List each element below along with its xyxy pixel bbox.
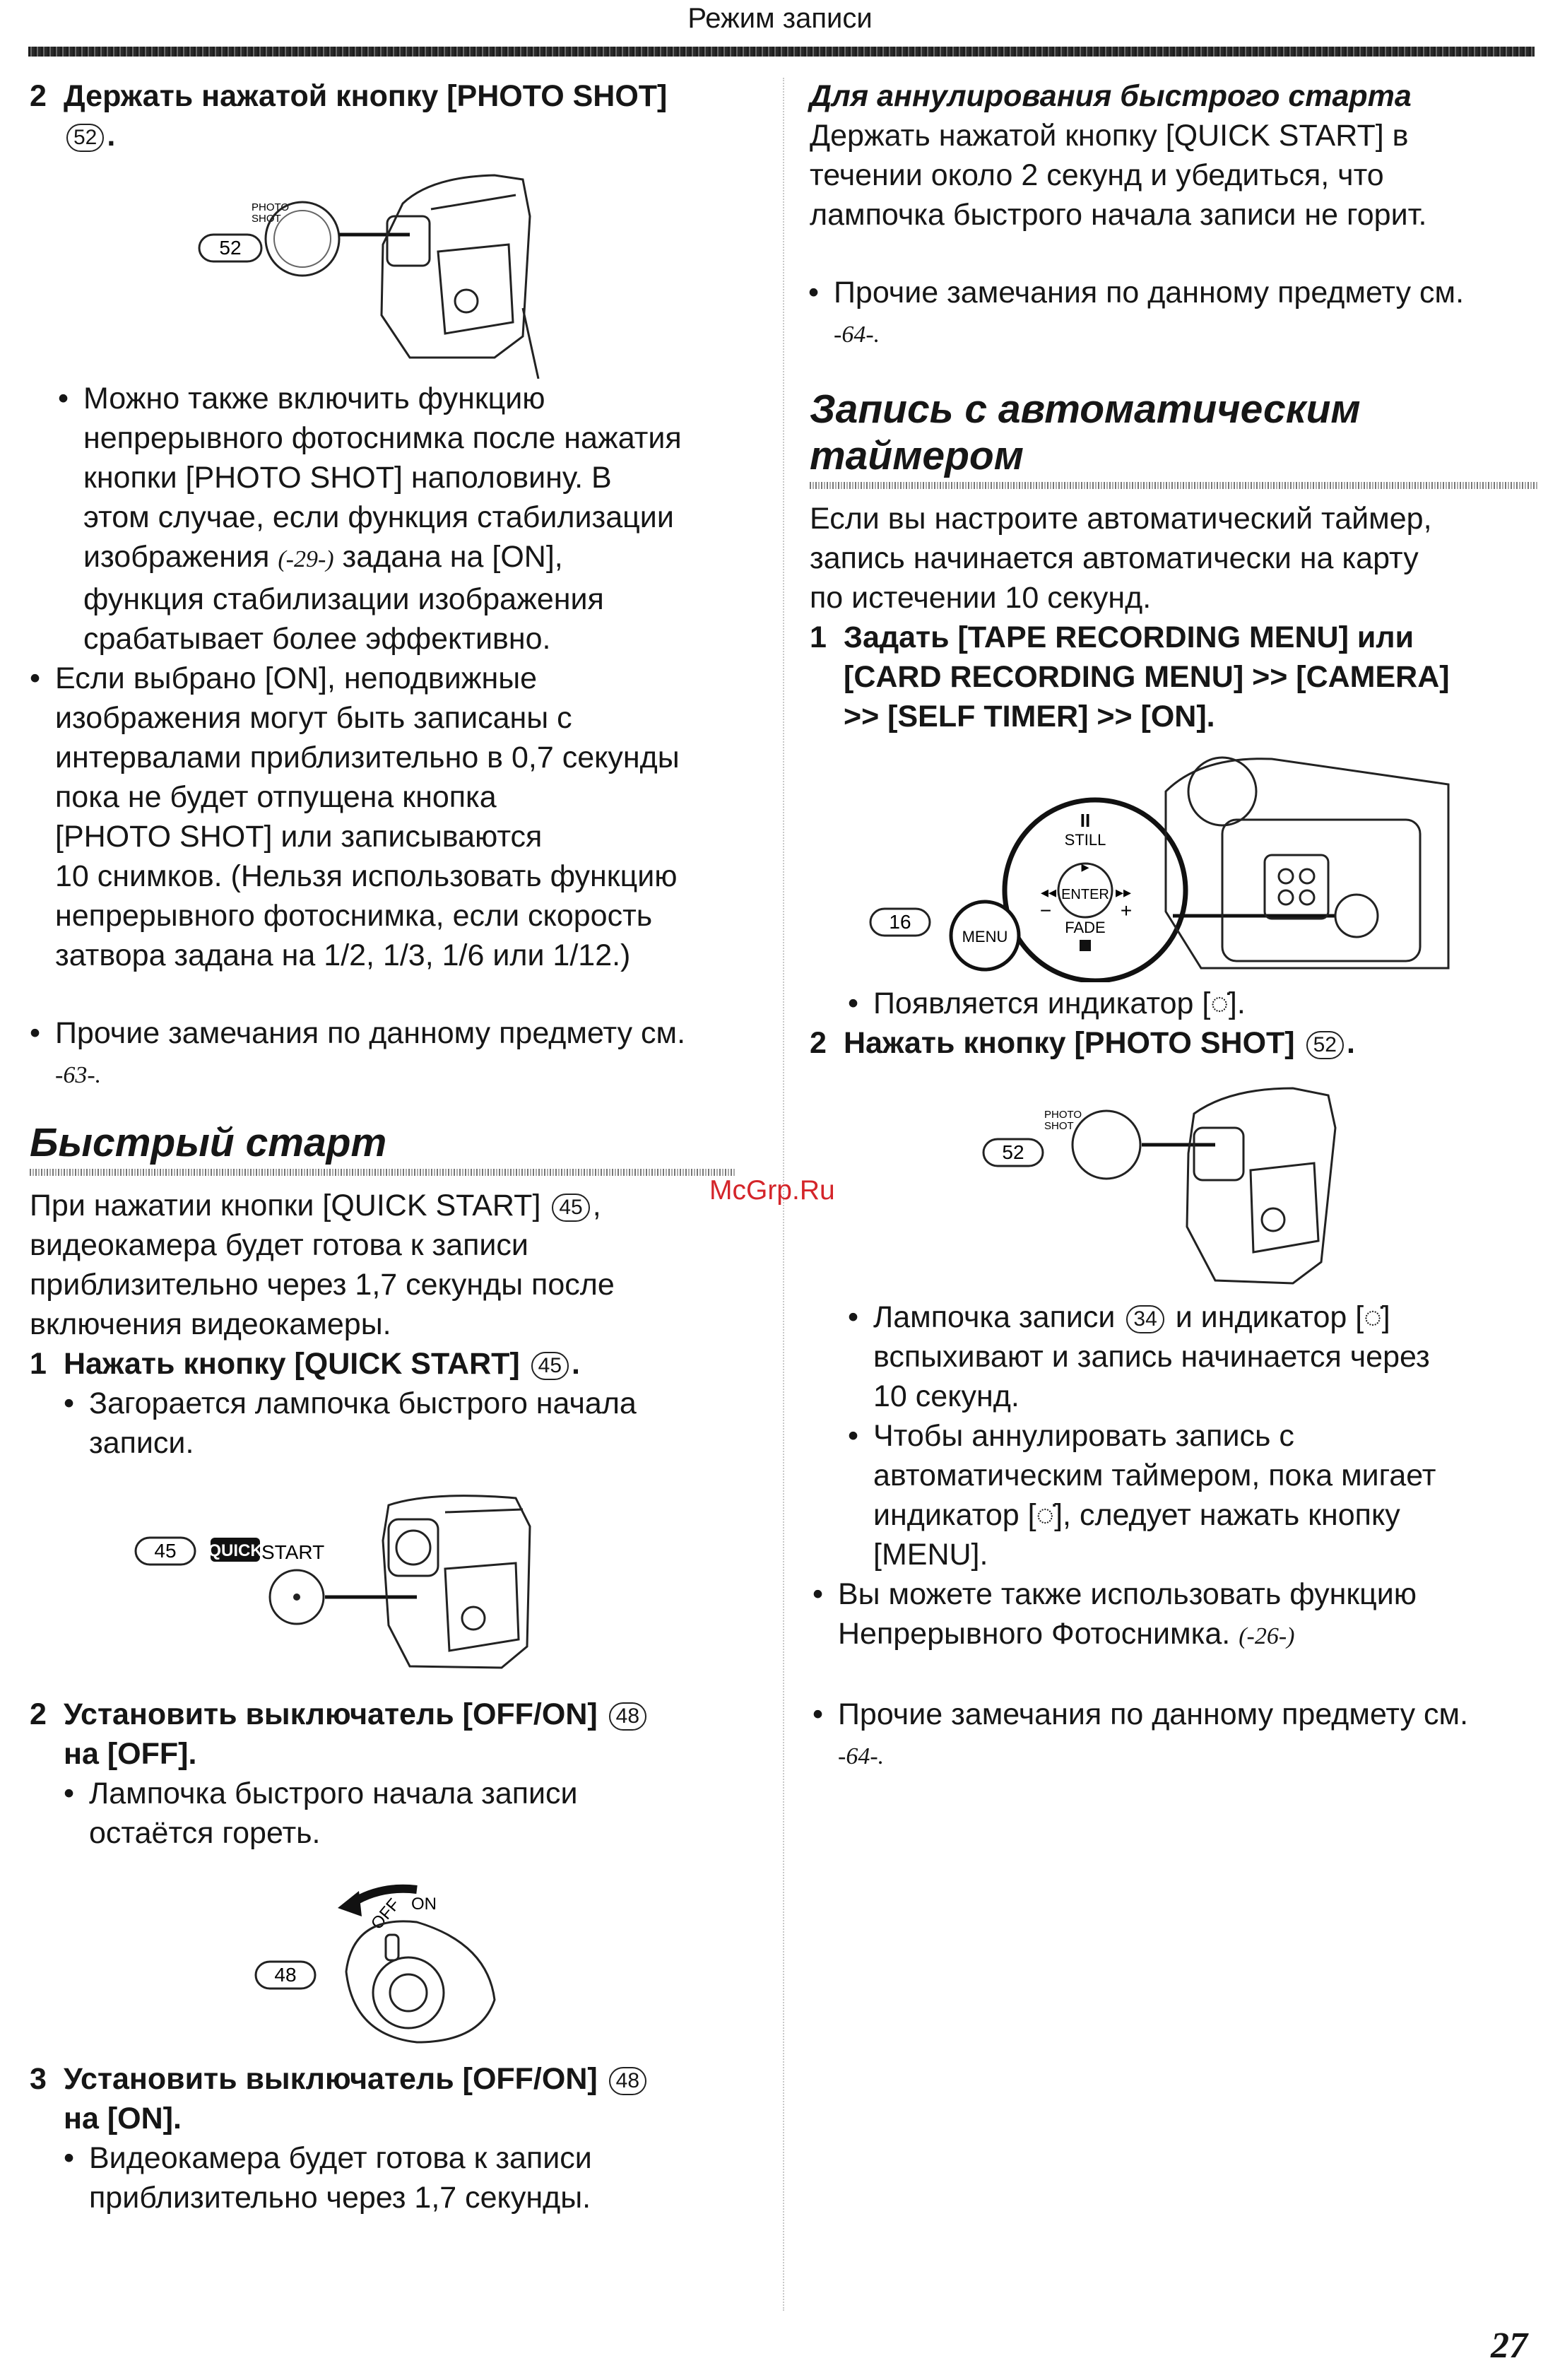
quick-start-step-1: 1 Нажать кнопку [QUICK START] 45 .	[30, 1347, 580, 1381]
photo-shot-button-icon	[1072, 1111, 1140, 1179]
note-see-page-64-2: • Прочие замечания по данному предмету см. -64-.	[812, 1697, 1469, 1769]
photo-shot-camera-illustration-2	[982, 1085, 1349, 1290]
menu-label: MENU	[962, 928, 1008, 945]
photo-label: PHOTO	[252, 201, 290, 213]
page-reference: -64-.	[838, 1743, 885, 1769]
on-label: ON	[411, 1895, 437, 1914]
illustration-badge: 16	[889, 911, 911, 933]
reference-badge: 34	[1126, 1305, 1164, 1333]
self-timer-section	[810, 386, 1544, 736]
header-divider	[28, 47, 1535, 57]
svg-text:▸▸: ▸▸	[1115, 883, 1132, 901]
section-title-self-timer: Запись с автоматическим таймером	[810, 387, 1361, 478]
watermark: McGrp.Ru	[709, 1175, 835, 1206]
self-timer-step-1-bullet-block	[810, 984, 1544, 1063]
shot-label: SHOT	[1044, 1120, 1074, 1132]
self-timer-step-2: 2 Нажать кнопку [PHOTO SHOT] 52 .	[810, 1026, 1355, 1060]
illustration-badge: 45	[154, 1540, 177, 1562]
bullet-continuous-photo: • Можно также включить функцию непрерывного фотоснимка после нажатия кнопки [PHOTO SHOT] наполовину. В этом случае, если функция стабилизации изображения (-29-) задана на [ON], функция стабилизации изображения срабатывает более эффективно.	[58, 382, 682, 656]
start-label: START	[261, 1541, 325, 1563]
page-reference: (-26-)	[1239, 1623, 1295, 1649]
self-timer-icon: ◌̇	[1364, 1300, 1382, 1334]
right-column	[810, 76, 1544, 736]
illustration-badge: 52	[219, 237, 242, 259]
svg-text:▸: ▸	[1081, 858, 1089, 876]
left-bullets	[30, 379, 757, 1463]
fade-label: FADE	[1065, 919, 1106, 936]
quick-start-step-3: 3 Установить выключатель [OFF/ON] 48 на [ON].	[30, 2059, 757, 2138]
camcorder-icon	[1166, 758, 1448, 968]
off-label: OFF	[367, 1895, 404, 1933]
quick-start-step-3-block	[30, 2059, 757, 2217]
continuous-photo-bullet: • Вы можете также использовать функцию Непрерывного Фотоснимка. (-26-)	[812, 1577, 1417, 1651]
reference-badge: 45	[531, 1352, 569, 1380]
reference-badge: 52	[1306, 1031, 1344, 1059]
self-timer-icon: ◌̇	[1036, 1498, 1055, 1532]
minus-label: −	[1039, 900, 1052, 921]
self-timer-step-1: 1 Задать [TAPE RECORDING MENU] или [CARD RECORDING MENU] >> [CAMERA] >> [SELF TIMER] >> [ON].	[810, 620, 1450, 734]
still-label: STILL	[1064, 831, 1106, 849]
quick-start-intro: При нажатии кнопки [QUICK START] 45 , видеокамера будет готова к записи приблизительно через 1,7 секунды после включения видеокамеры.	[30, 1189, 615, 1341]
illustration-badge: 48	[274, 1964, 297, 1986]
note-see-page-63: • Прочие замечания по данному предмету см. -63-.	[30, 1016, 686, 1088]
step-number: 2	[30, 79, 47, 113]
cancel-self-timer-bullet: • Чтобы аннулировать запись с автоматическим таймером, пока мигает индикатор [◌̇], следует нажать кнопку [MENU].	[848, 1419, 1436, 1572]
step-2-photo-shot	[30, 76, 757, 155]
quick-start-section	[30, 1119, 757, 1463]
quick-start-step-2-block	[30, 1695, 757, 1853]
reference-badge: 52	[66, 124, 104, 152]
recording-lamp-bullet: • Лампочка записи 34 и индикатор [◌̇] вспыхивают и запись начинается через 10 секунд.	[848, 1300, 1430, 1413]
quick-start-step-3-bullet: • Видеокамера будет готова к записи приблизительно через 1,7 секунды.	[64, 2141, 592, 2215]
switch-dial-icon	[346, 1921, 495, 2042]
reference-badge: 45	[552, 1194, 589, 1222]
illustration-badge: 52	[1002, 1141, 1024, 1163]
self-timer-step-2-bullets	[810, 1297, 1544, 1777]
quick-logo: QUICK	[208, 1541, 263, 1560]
page-number: 27	[1491, 2326, 1528, 2366]
enter-label: ENTER	[1061, 887, 1109, 902]
menu-button-camera-illustration	[869, 749, 1455, 982]
off-on-switch-illustration	[254, 1866, 523, 2049]
camcorder-icon	[1187, 1088, 1335, 1283]
page-reference: (-29-)	[278, 546, 334, 572]
self-timer-intro: Если вы настроите автоматический таймер, запись начинается автоматически на карту по истечении 10 секунд.	[810, 502, 1432, 615]
quick-start-step-2-bullet: • Лампочка быстрого начала записи остаётся гореть.	[64, 1777, 578, 1850]
self-timer-icon: ◌̇	[1210, 986, 1229, 1020]
photo-label: PHOTO	[1044, 1109, 1082, 1121]
camcorder-icon	[383, 1496, 530, 1668]
step-text: Держать нажатой кнопку [PHOTO SHOT] 52 .	[64, 79, 668, 153]
svg-text:◂◂: ◂◂	[1040, 883, 1057, 901]
note-see-page-64: • Прочие замечания по данному предмету см. -64-.	[808, 276, 1465, 348]
section-rule	[810, 482, 1537, 489]
cancel-quick-start-text: Держать нажатой кнопку [QUICK START] в течении около 2 секунд и убедиться, что лампочка быстрого начала записи не горит.	[810, 119, 1427, 232]
bullet-on-setting: • Если выбрано [ON], неподвижные изображения могут быть записаны с интервалами приблизительно в 0,7 секунды пока не будет отпущена кнопка [PHOTO SHOT] или записываются 10 снимков. (Нельзя использовать функцию непрерывного фотоснимка, если скорость затвора задана на 1/2, 1/3, 1/6 или 1/12.)	[30, 661, 680, 972]
plus-label: +	[1120, 900, 1133, 921]
photo-shot-camera-illustration	[198, 167, 551, 379]
self-timer-indicator-bullet: • Появляется индикатор [◌̇].	[848, 986, 1246, 1020]
reference-badge: 48	[609, 2067, 646, 2095]
quick-start-step-1-bullet: • Загорается лампочка быстрого начала записи.	[64, 1386, 637, 1460]
page-reference: -64-.	[834, 322, 880, 348]
section-title-quick-start: Быстрый старт	[30, 1120, 387, 1165]
quick-start-camera-illustration	[134, 1484, 544, 1675]
photo-shot-button-icon	[266, 202, 339, 276]
page-reference: -63-.	[55, 1062, 102, 1088]
shot-label: SHOT	[252, 213, 281, 225]
svg-text:II: II	[1080, 810, 1091, 831]
camcorder-icon	[382, 175, 538, 379]
section-rule	[30, 1169, 736, 1176]
left-column	[30, 76, 757, 155]
quick-start-step-2: 2 Установить выключатель [OFF/ON] 48 на [OFF].	[30, 1695, 757, 1774]
cancel-quick-start-title: Для аннулирования быстрого старта	[810, 79, 1412, 113]
reference-badge: 48	[609, 1702, 646, 1731]
page-header: Режим записи	[687, 3, 873, 34]
